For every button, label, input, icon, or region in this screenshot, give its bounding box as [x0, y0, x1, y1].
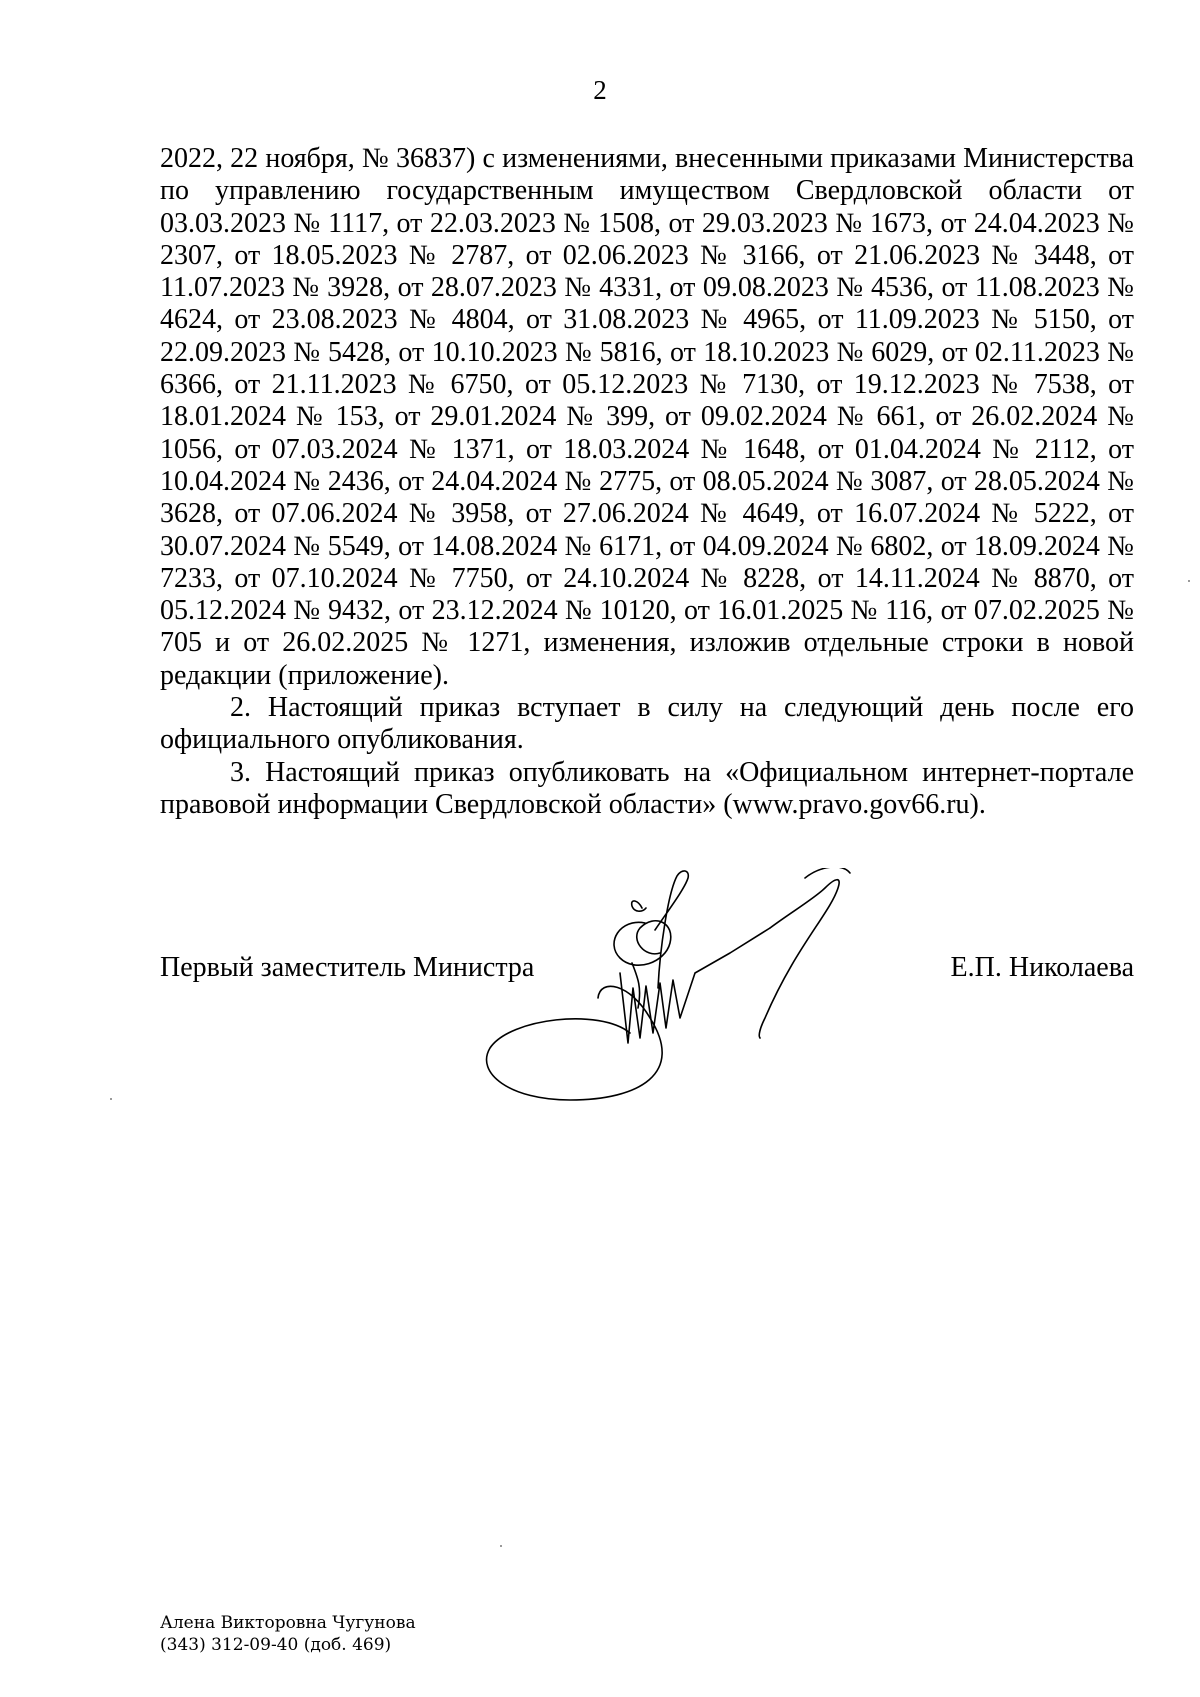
scan-speck: [500, 1545, 502, 1547]
document-body: [160, 143, 1134, 821]
signer-name: Е.П. Николаева: [950, 952, 1134, 983]
scan-speck: [110, 1098, 112, 1100]
effective-date-paragraph: 2. Настоящий приказ вступает в силу на следующий день после его официального опубликования.: [160, 692, 1134, 756]
handwritten-signature: [470, 868, 910, 1108]
signer-title: Первый заместитель Министра: [160, 952, 535, 983]
executor-phone: (343) 312-09-40 (доб. 469): [160, 1635, 392, 1655]
publication-paragraph: 3. Настоящий приказ опубликовать на «Официальном интернет-портале правовой информации Свердловской области» (www.pravo.gov66.ru).: [160, 756, 1134, 820]
executor-name: Алена Викторовна Чугунова: [160, 1613, 416, 1633]
executor-info: [160, 1612, 416, 1656]
amendments-paragraph: 2022, 22 ноября, № 36837) с изменениями, внесенными приказами Министерства по управлению государственным имуществом Свердловской области от 03.03.2023 № 1117, от 22.03.2023 № 1508, от 29.03.2023 № 1673, от 24.04.2023 № 2307, от 18.05.2023 № 2787, от 02.06.2023 № 3166, от 21.06.2023 № 3448, от 11.07.2023 № 3928, от 28.07.2023 № 4331, от 09.08.2023 № 4536, от 11.08.2023 № 4624, от 23.08.2023 № 4804, от 31.08.2023 № 4965, от 11.09.2023 № 5150, от 22.09.2023 № 5428, от 10.10.2023 № 5816, от 18.10.2023 № 6029, от 02.11.2023 № 6366, от 21.11.2023 № 6750, от 05.12.2023 № 7130, от 19.12.2023 № 7538, от 18.01.2024 № 153, от 29.01.2024 № 399, от 09.02.2024 № 661, от 26.02.2024 № 1056, от 07.03.2024 № 1371, от 18.03.2024 № 1648, от 01.04.2024 № 2112, от 10.04.2024 № 2436, от 24.04.2024 № 2775, от 08.05.2024 № 3087, от 28.05.2024 № 3628, от 07.06.2024 № 3958, от 27.06.2024 № 4649, от 16.07.2024 № 5222, от 30.07.2024 № 5549, от 14.08.2024 № 6171, от 04.09.2024 № 6802, от 18.09.2024 № 7233, от 07.10.2024 № 7750, от 24.10.2024 № 8228, от 14.11.2024 № 8870, от 05.12.2024 № 9432, от 23.12.2024 № 10120, от 16.01.2025 № 116, от 07.02.2025 № 705 и от 26.02.2025 № 1271, изменения, изложив отдельные строки в новой редакции (приложение).: [160, 143, 1134, 691]
page-number: 2: [593, 75, 607, 105]
scan-speck: [1188, 580, 1190, 582]
